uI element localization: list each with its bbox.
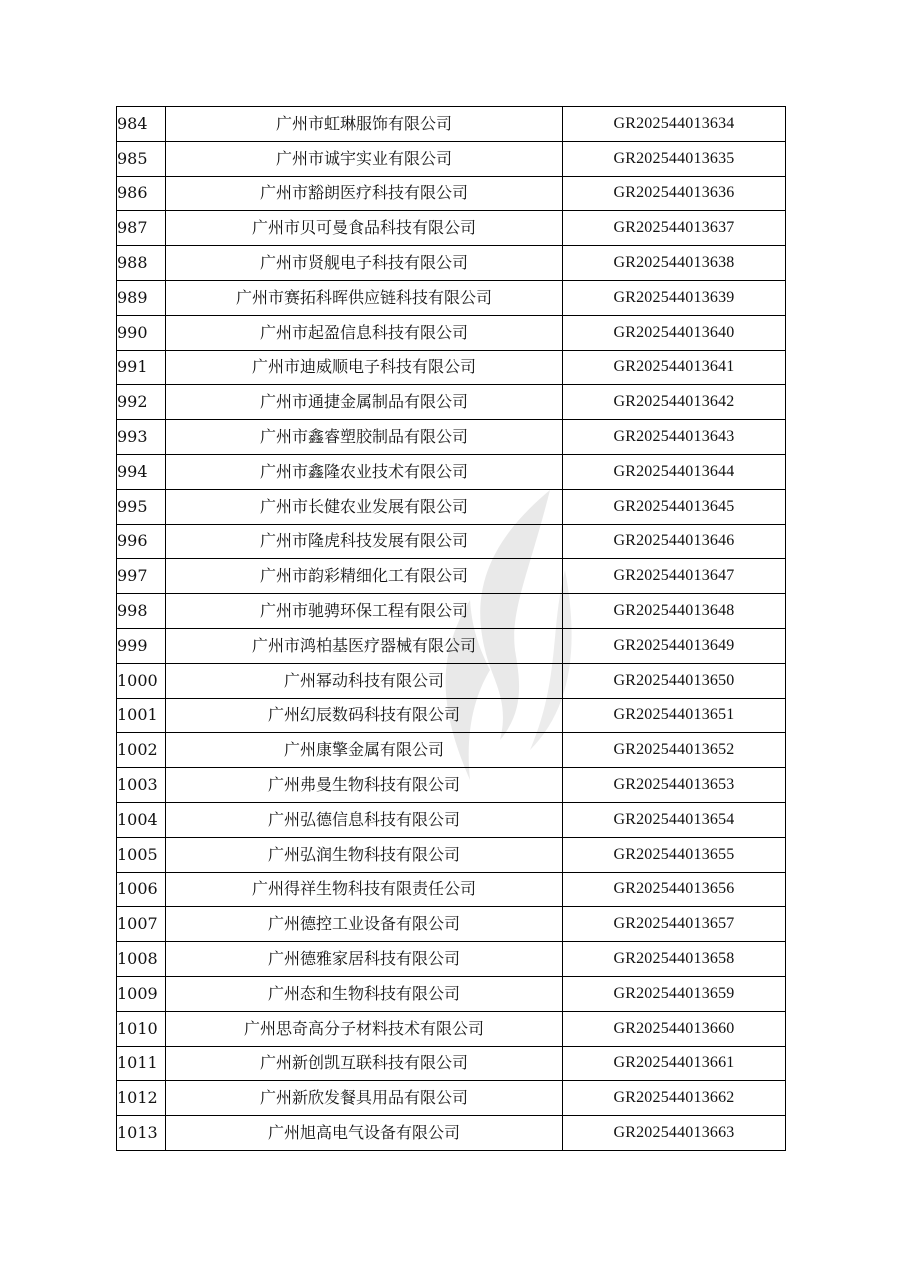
row-number-cell: 999 bbox=[117, 628, 166, 663]
table-row bbox=[117, 559, 786, 594]
table-row bbox=[117, 107, 786, 142]
company-name-cell: 广州弘德信息科技有限公司 bbox=[166, 802, 563, 837]
table-row bbox=[117, 1116, 786, 1151]
table-row bbox=[117, 976, 786, 1011]
row-number-cell: 1011 bbox=[117, 1046, 166, 1081]
company-name-cell: 广州弘润生物科技有限公司 bbox=[166, 837, 563, 872]
certificate-code-cell: GR202544013640 bbox=[563, 315, 786, 350]
table-row bbox=[117, 768, 786, 803]
company-name-cell: 广州市韵彩精细化工有限公司 bbox=[166, 559, 563, 594]
company-name-cell: 广州市通捷金属制品有限公司 bbox=[166, 385, 563, 420]
table-row bbox=[117, 524, 786, 559]
row-number-cell: 991 bbox=[117, 350, 166, 385]
company-name-cell: 广州德雅家居科技有限公司 bbox=[166, 942, 563, 977]
company-name-cell: 广州态和生物科技有限公司 bbox=[166, 976, 563, 1011]
certificate-code-cell: GR202544013659 bbox=[563, 976, 786, 1011]
table-row bbox=[117, 733, 786, 768]
row-number-cell: 985 bbox=[117, 141, 166, 176]
row-number-cell: 989 bbox=[117, 280, 166, 315]
certificate-code-cell: GR202544013654 bbox=[563, 802, 786, 837]
row-number-cell: 986 bbox=[117, 176, 166, 211]
row-number-cell: 994 bbox=[117, 454, 166, 489]
table-row bbox=[117, 385, 786, 420]
table-row bbox=[117, 837, 786, 872]
certificate-code-cell: GR202544013655 bbox=[563, 837, 786, 872]
company-name-cell: 广州市豁朗医疗科技有限公司 bbox=[166, 176, 563, 211]
row-number-cell: 1000 bbox=[117, 663, 166, 698]
certificate-code-cell: GR202544013648 bbox=[563, 594, 786, 629]
certificate-code-cell: GR202544013652 bbox=[563, 733, 786, 768]
certificate-code-cell: GR202544013644 bbox=[563, 454, 786, 489]
table-row bbox=[117, 489, 786, 524]
certificate-code-cell: GR202544013634 bbox=[563, 107, 786, 142]
company-name-cell: 广州市贝可曼食品科技有限公司 bbox=[166, 211, 563, 246]
certificate-code-cell: GR202544013647 bbox=[563, 559, 786, 594]
table-row bbox=[117, 1011, 786, 1046]
company-name-cell: 广州市赛拓科晖供应链科技有限公司 bbox=[166, 280, 563, 315]
company-name-cell: 广州市虹琳服饰有限公司 bbox=[166, 107, 563, 142]
row-number-cell: 987 bbox=[117, 211, 166, 246]
table-row bbox=[117, 454, 786, 489]
row-number-cell: 1012 bbox=[117, 1081, 166, 1116]
table-row bbox=[117, 246, 786, 281]
table-row bbox=[117, 141, 786, 176]
table-row bbox=[117, 802, 786, 837]
row-number-cell: 1003 bbox=[117, 768, 166, 803]
table-row bbox=[117, 350, 786, 385]
row-number-cell: 997 bbox=[117, 559, 166, 594]
company-name-cell: 广州思奇高分子材料技术有限公司 bbox=[166, 1011, 563, 1046]
certificate-code-cell: GR202544013662 bbox=[563, 1081, 786, 1116]
certificate-code-cell: GR202544013651 bbox=[563, 698, 786, 733]
company-name-cell: 广州市隆虎科技发展有限公司 bbox=[166, 524, 563, 559]
row-number-cell: 1008 bbox=[117, 942, 166, 977]
company-name-cell: 广州弗曼生物科技有限公司 bbox=[166, 768, 563, 803]
table-row bbox=[117, 280, 786, 315]
certificate-code-cell: GR202544013645 bbox=[563, 489, 786, 524]
company-name-cell: 广州新欣发餐具用品有限公司 bbox=[166, 1081, 563, 1116]
certificate-code-cell: GR202544013635 bbox=[563, 141, 786, 176]
company-name-cell: 广州幻辰数码科技有限公司 bbox=[166, 698, 563, 733]
company-name-cell: 广州得祥生物科技有限责任公司 bbox=[166, 872, 563, 907]
row-number-cell: 995 bbox=[117, 489, 166, 524]
certificate-code-cell: GR202544013646 bbox=[563, 524, 786, 559]
table-row bbox=[117, 315, 786, 350]
table-row bbox=[117, 907, 786, 942]
row-number-cell: 1007 bbox=[117, 907, 166, 942]
row-number-cell: 1005 bbox=[117, 837, 166, 872]
certificate-code-cell: GR202544013660 bbox=[563, 1011, 786, 1046]
company-name-cell: 广州康擎金属有限公司 bbox=[166, 733, 563, 768]
row-number-cell: 998 bbox=[117, 594, 166, 629]
certificate-code-cell: GR202544013661 bbox=[563, 1046, 786, 1081]
table-row bbox=[117, 1046, 786, 1081]
row-number-cell: 1004 bbox=[117, 802, 166, 837]
company-name-cell: 广州市鸿柏基医疗器械有限公司 bbox=[166, 628, 563, 663]
company-name-cell: 广州市长健农业发展有限公司 bbox=[166, 489, 563, 524]
certificate-code-cell: GR202544013653 bbox=[563, 768, 786, 803]
table-row bbox=[117, 942, 786, 977]
certificate-code-cell: GR202544013650 bbox=[563, 663, 786, 698]
table-row bbox=[117, 872, 786, 907]
company-name-cell: 广州市鑫睿塑胶制品有限公司 bbox=[166, 420, 563, 455]
row-number-cell: 1002 bbox=[117, 733, 166, 768]
company-name-cell: 广州市诚宇实业有限公司 bbox=[166, 141, 563, 176]
table-row bbox=[117, 1081, 786, 1116]
certificate-code-cell: GR202544013649 bbox=[563, 628, 786, 663]
row-number-cell: 996 bbox=[117, 524, 166, 559]
row-number-cell: 988 bbox=[117, 246, 166, 281]
table-row bbox=[117, 211, 786, 246]
certificate-code-cell: GR202544013638 bbox=[563, 246, 786, 281]
row-number-cell: 1009 bbox=[117, 976, 166, 1011]
company-name-cell: 广州市贤舰电子科技有限公司 bbox=[166, 246, 563, 281]
table-row bbox=[117, 420, 786, 455]
row-number-cell: 990 bbox=[117, 315, 166, 350]
certificate-code-cell: GR202544013641 bbox=[563, 350, 786, 385]
company-name-cell: 广州新创凯互联科技有限公司 bbox=[166, 1046, 563, 1081]
certificate-code-cell: GR202544013657 bbox=[563, 907, 786, 942]
certificate-code-cell: GR202544013636 bbox=[563, 176, 786, 211]
row-number-cell: 984 bbox=[117, 107, 166, 142]
certificate-code-cell: GR202544013642 bbox=[563, 385, 786, 420]
company-name-cell: 广州幂动科技有限公司 bbox=[166, 663, 563, 698]
certificate-code-cell: GR202544013639 bbox=[563, 280, 786, 315]
table-row bbox=[117, 594, 786, 629]
row-number-cell: 1013 bbox=[117, 1116, 166, 1151]
table-row bbox=[117, 628, 786, 663]
table-row bbox=[117, 663, 786, 698]
company-name-cell: 广州市驰骋环保工程有限公司 bbox=[166, 594, 563, 629]
enterprise-table bbox=[116, 106, 786, 1151]
company-name-cell: 广州旭高电气设备有限公司 bbox=[166, 1116, 563, 1151]
row-number-cell: 1006 bbox=[117, 872, 166, 907]
certificate-code-cell: GR202544013643 bbox=[563, 420, 786, 455]
certificate-code-cell: GR202544013663 bbox=[563, 1116, 786, 1151]
table-row bbox=[117, 698, 786, 733]
company-name-cell: 广州市迪威顺电子科技有限公司 bbox=[166, 350, 563, 385]
company-name-cell: 广州德控工业设备有限公司 bbox=[166, 907, 563, 942]
row-number-cell: 993 bbox=[117, 420, 166, 455]
company-name-cell: 广州市起盈信息科技有限公司 bbox=[166, 315, 563, 350]
row-number-cell: 1001 bbox=[117, 698, 166, 733]
company-name-cell: 广州市鑫隆农业技术有限公司 bbox=[166, 454, 563, 489]
row-number-cell: 1010 bbox=[117, 1011, 166, 1046]
row-number-cell: 992 bbox=[117, 385, 166, 420]
certificate-code-cell: GR202544013637 bbox=[563, 211, 786, 246]
certificate-code-cell: GR202544013656 bbox=[563, 872, 786, 907]
table-row bbox=[117, 176, 786, 211]
certificate-code-cell: GR202544013658 bbox=[563, 942, 786, 977]
